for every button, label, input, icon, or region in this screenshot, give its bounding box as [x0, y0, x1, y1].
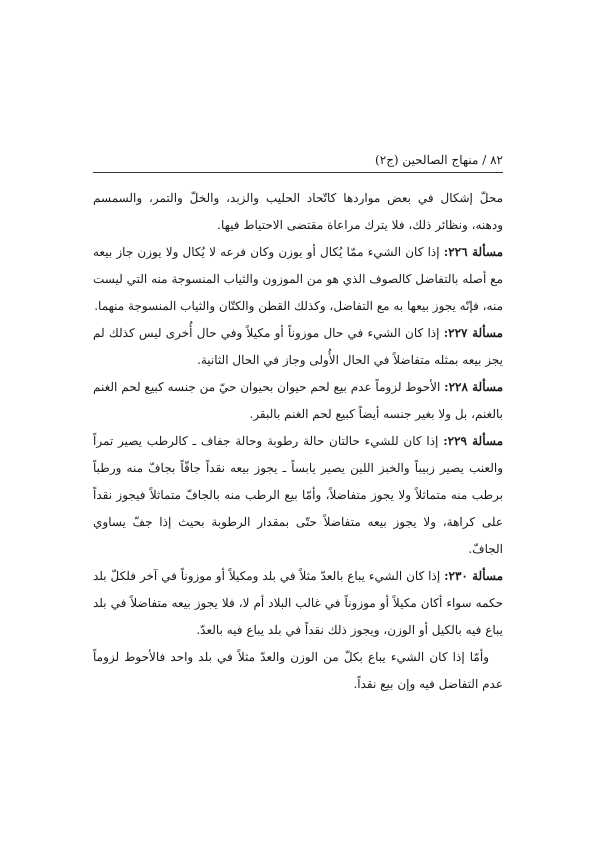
body-text [93, 185, 503, 698]
issue-227 [93, 320, 503, 374]
running-header [93, 152, 503, 173]
paragraph-continuation [93, 185, 503, 239]
running-title: ٨٢ / منهاج الصالحين (ج٢) [375, 153, 503, 167]
issue-label: مسألة ٢٢٩: [443, 434, 503, 448]
issue-label: مسألة ٢٢٧: [443, 326, 503, 340]
paragraph-text: محلّ إشكال في بعض مواردها كاتّحاد الحليب والزبد، والخلّ والتمر، والسمسم ودهنه، ونظائر ذلك، فلا يترك مراعاة مقتضى الاحتياط فيها. [93, 191, 503, 232]
issue-228 [93, 374, 503, 428]
issue-label: مسألة ٢٢٦: [443, 245, 503, 259]
issue-226 [93, 239, 503, 320]
paragraph-text: الأحوط لزوماً عدم بيع لحم حيوان بحيوان حيّ من جنسه كبيع لحم الغنم بالغنم، بل ولا بغير جنسه أيضاً كبيع لحم الغنم بالبقر. [93, 380, 503, 421]
issue-label: مسألة ٢٢٨: [444, 380, 503, 394]
issue-229 [93, 428, 503, 563]
paragraph-text: إذا كان للشيء حالتان حالة رطوبة وحالة جفاف ـ كالرطب يصير تمراً والعنب يصير زبيباً والخبز اللين يصير يابساً ـ يجوز بيعه نقداً جافّاً بجافّ منه ورطباً برطب منه متماثلاً ولا يجوز متفاضلاً، وأمّا بيع الرطب منه بالجافّ متماثلاً فيجوز نقداً على كراهة، ولا يجوز بيعه متفاضلاً حتّى بمقدار الرطوبة بحيث إذا جفّ يساوي الجافّ. [93, 434, 503, 556]
issue-label: مسألة ٢٣٠: [444, 569, 503, 583]
paragraph-text: إذا كان الشيء ممّا يُكال أو يوزن وكان فرعه لا يُكال ولا يوزن جاز بيعه مع أصله بالتفاضل كالصوف الذي هو من الموزون والثياب المنسوجة منه التي ليست منه، فإنّه يجوز بيعها به مع التفاضل، وكذلك القطن والكتّان والثياب المنسوجة منهما. [93, 245, 503, 313]
issue-230 [93, 563, 503, 644]
paragraph-text: إذا كان الشيء في حال موزوناً أو مكيلاً وفي حال أُخرى ليس كذلك لم يجز بيعه بمثله متفاضلاً في الحال الأُولى وجاز في الحال الثانية. [93, 326, 503, 367]
paragraph-text: وأمّا إذا كان الشيء يباع بكلّ من الوزن والعدّ مثلاً في بلد واحد فالأحوط لزوماً عدم التفاضل فيه وإن بيع نقداً. [93, 650, 503, 691]
paragraph-text: إذا كان الشيء يباع بالعدّ مثلاً في بلد ومكيلاً أو موزوناً في آخر فلكلّ بلد حكمه سواء أكان مكيلاً أو موزوناً في غالب البلاد أم لا، فلا يجوز بيعه متفاضلاً في بلد يباع فيه بالكيل أو الوزن، ويجوز ذلك نقداً في بلد يباع فيه بالعدّ. [93, 569, 503, 637]
paragraph-closing [93, 644, 503, 698]
